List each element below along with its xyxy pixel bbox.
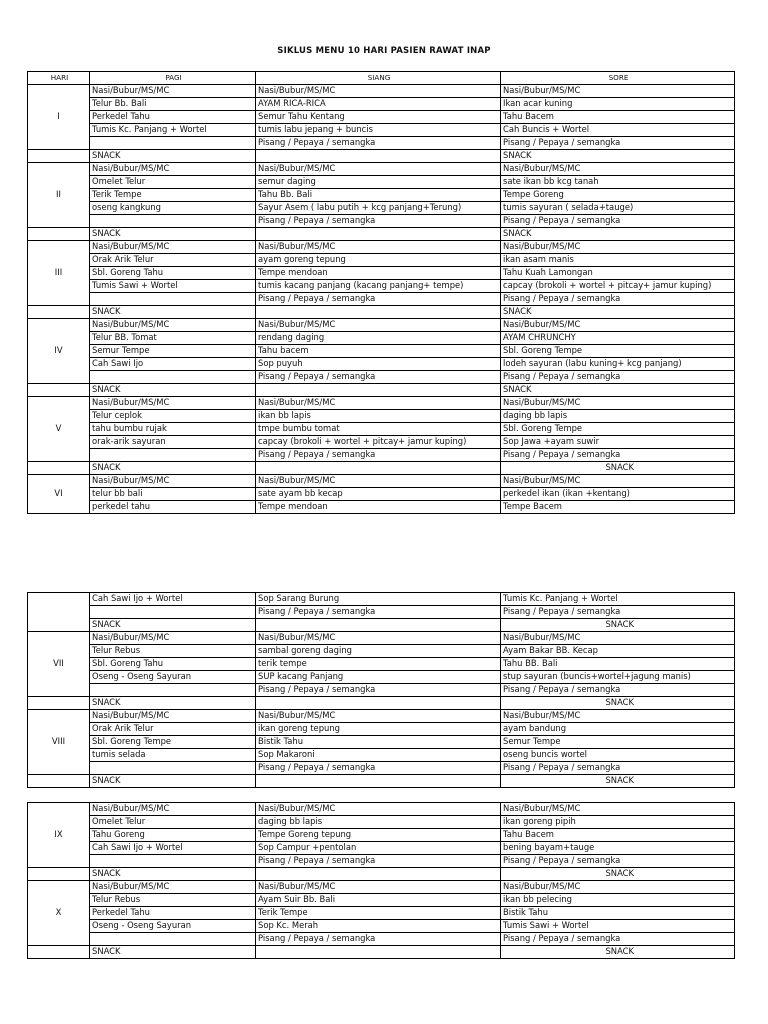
day-cell	[28, 228, 90, 241]
table-row	[28, 488, 735, 501]
siang-cell: SUP kacang Panjang	[256, 671, 501, 684]
pagi-cell: Nasi/Bubur/MS/MC	[90, 803, 256, 816]
table-row	[28, 920, 735, 933]
pagi-cell: Sbl. Goreng Tahu	[90, 658, 256, 671]
table-row	[28, 228, 735, 241]
pagi-cell: Omelet Telur	[90, 176, 256, 189]
siang-cell: Tahu Bb. Bali	[256, 189, 501, 202]
pagi-cell: SNACK	[90, 228, 256, 241]
table-row	[28, 423, 735, 436]
siang-cell: Pisang / Pepaya / semangka	[256, 449, 501, 462]
siang-cell: Sop puyuh	[256, 358, 501, 371]
pagi-cell	[90, 762, 256, 775]
sore-cell: Nasi/Bubur/MS/MC	[501, 803, 735, 816]
pagi-cell: tahu bumbu rujak	[90, 423, 256, 436]
table-row	[28, 762, 735, 775]
siang-cell: Nasi/Bubur/MS/MC	[256, 85, 501, 98]
pagi-cell	[90, 137, 256, 150]
table-row	[28, 306, 735, 319]
siang-cell	[256, 946, 501, 959]
table-row	[28, 619, 735, 632]
sore-cell: Nasi/Bubur/MS/MC	[501, 319, 735, 332]
sore-cell: Nasi/Bubur/MS/MC	[501, 475, 735, 488]
sore-cell: SNACK	[501, 228, 735, 241]
siang-cell: Pisang / Pepaya / semangka	[256, 684, 501, 697]
siang-cell	[256, 384, 501, 397]
siang-cell: Pisang / Pepaya / semangka	[256, 293, 501, 306]
table-row	[28, 280, 735, 293]
day-cell: IX	[28, 803, 90, 868]
sore-cell: Nasi/Bubur/MS/MC	[501, 85, 735, 98]
siang-cell: ayam goreng tepung	[256, 254, 501, 267]
sore-cell: Nasi/Bubur/MS/MC	[501, 632, 735, 645]
pagi-cell: telur bb bali	[90, 488, 256, 501]
sore-cell: perkedel ikan (ikan +kentang)	[501, 488, 735, 501]
pagi-cell: Cah Sawi Ijo	[90, 358, 256, 371]
sore-cell: oseng buncis wortel	[501, 749, 735, 762]
table-row	[28, 345, 735, 358]
siang-cell: Tempe mendoan	[256, 501, 501, 514]
table-row	[28, 241, 735, 254]
sore-cell: Tahu Kuah Lamongan	[501, 267, 735, 280]
table-row	[28, 111, 735, 124]
day-cell: VIII	[28, 710, 90, 775]
table-row	[28, 736, 735, 749]
siang-cell: Semur Tahu Kentang	[256, 111, 501, 124]
siang-cell: Sayur Asem ( labu putih + kcg panjang+Terung)	[256, 202, 501, 215]
pagi-cell: Telur Rebus	[90, 645, 256, 658]
siang-cell: Sop Sarang Burung	[256, 593, 501, 606]
pagi-cell: Nasi/Bubur/MS/MC	[90, 85, 256, 98]
table-row	[28, 829, 735, 842]
siang-cell: Nasi/Bubur/MS/MC	[256, 710, 501, 723]
sore-cell: SNACK	[501, 306, 735, 319]
sore-cell: SNACK	[501, 946, 735, 959]
siang-cell: Terik Tempe	[256, 907, 501, 920]
sore-cell: Tahu Bacem	[501, 111, 735, 124]
page-title: SIKLUS MENU 10 HARI PASIEN RAWAT INAP	[277, 46, 491, 56]
sore-cell: Sop Jawa +ayam suwir	[501, 436, 735, 449]
table-row	[28, 632, 735, 645]
siang-cell	[256, 697, 501, 710]
siang-cell: ikan goreng tepung	[256, 723, 501, 736]
sore-cell: Pisang / Pepaya / semangka	[501, 855, 735, 868]
sore-cell: Nasi/Bubur/MS/MC	[501, 241, 735, 254]
siang-cell	[256, 619, 501, 632]
pagi-cell: Nasi/Bubur/MS/MC	[90, 319, 256, 332]
sore-cell: capcay (brokoli + wortel + pitcay+ jamur kuping)	[501, 280, 735, 293]
table-header-row	[28, 72, 735, 85]
pagi-cell	[90, 371, 256, 384]
day-cell: III	[28, 241, 90, 306]
pagi-cell	[90, 684, 256, 697]
sore-cell: Pisang / Pepaya / semangka	[501, 371, 735, 384]
pagi-cell: Sbl. Goreng Tahu	[90, 267, 256, 280]
sore-cell: bening bayam+tauge	[501, 842, 735, 855]
table-row	[28, 475, 735, 488]
menu-table-part-3	[27, 802, 735, 959]
table-row	[28, 319, 735, 332]
sore-cell: Pisang / Pepaya / semangka	[501, 137, 735, 150]
pagi-cell: Semur Tempe	[90, 345, 256, 358]
sore-cell: Pisang / Pepaya / semangka	[501, 449, 735, 462]
table-row	[28, 855, 735, 868]
pagi-cell: Telur Rebus	[90, 894, 256, 907]
sore-cell: Nasi/Bubur/MS/MC	[501, 163, 735, 176]
siang-cell: Pisang / Pepaya / semangka	[256, 215, 501, 228]
table-row	[28, 933, 735, 946]
siang-cell: Nasi/Bubur/MS/MC	[256, 881, 501, 894]
table-row	[28, 293, 735, 306]
table-row	[28, 723, 735, 736]
day-cell: I	[28, 85, 90, 150]
sore-cell: Ikan acar kuning	[501, 98, 735, 111]
table-row	[28, 85, 735, 98]
siang-cell: Pisang / Pepaya / semangka	[256, 606, 501, 619]
pagi-cell: Perkedel Tahu	[90, 111, 256, 124]
sore-cell: ikan goreng pipih	[501, 816, 735, 829]
sore-cell: Sbl. Goreng Tempe	[501, 423, 735, 436]
pagi-cell	[90, 933, 256, 946]
sore-cell: daging bb lapis	[501, 410, 735, 423]
day-cell	[28, 593, 90, 632]
menu-table-part-2	[27, 592, 735, 788]
table-row	[28, 410, 735, 423]
siang-cell	[256, 868, 501, 881]
sore-cell: Cah Buncis + Wortel	[501, 124, 735, 137]
pagi-cell: SNACK	[90, 775, 256, 788]
siang-cell	[256, 228, 501, 241]
sore-cell: Nasi/Bubur/MS/MC	[501, 710, 735, 723]
day-cell: X	[28, 881, 90, 946]
sore-cell: Tahu BB. Bali	[501, 658, 735, 671]
pagi-cell: Orak Arik Telur	[90, 254, 256, 267]
siang-cell: sate ayam bb kecap	[256, 488, 501, 501]
table-row	[28, 436, 735, 449]
pagi-cell: SNACK	[90, 619, 256, 632]
sore-cell: Tumis Kc. Panjang + Wortel	[501, 593, 735, 606]
pagi-cell: SNACK	[90, 946, 256, 959]
table-row	[28, 358, 735, 371]
header-pagi: PAGI	[90, 72, 256, 85]
table-row	[28, 710, 735, 723]
sore-cell: Tumis Sawi + Wortel	[501, 920, 735, 933]
pagi-cell: Telur ceplok	[90, 410, 256, 423]
siang-cell: Tahu bacem	[256, 345, 501, 358]
siang-cell: Bistik Tahu	[256, 736, 501, 749]
table-row	[28, 803, 735, 816]
siang-cell: Tempe Goreng tepung	[256, 829, 501, 842]
siang-cell: Ayam Suir Bb. Bali	[256, 894, 501, 907]
siang-cell: Nasi/Bubur/MS/MC	[256, 632, 501, 645]
day-cell	[28, 462, 90, 475]
sore-cell: Tahu Bacem	[501, 829, 735, 842]
pagi-cell: Orak Arik Telur	[90, 723, 256, 736]
day-cell: VII	[28, 632, 90, 697]
table-row	[28, 684, 735, 697]
table-row	[28, 894, 735, 907]
pagi-cell: Oseng - Oseng Sayuran	[90, 671, 256, 684]
siang-cell	[256, 775, 501, 788]
table-row	[28, 606, 735, 619]
sore-cell: SNACK	[501, 868, 735, 881]
day-cell	[28, 150, 90, 163]
siang-cell: rendang daging	[256, 332, 501, 345]
table-row	[28, 645, 735, 658]
siang-cell: Sop Makaroni	[256, 749, 501, 762]
sore-cell: SNACK	[501, 150, 735, 163]
sore-cell: Tempe Bacem	[501, 501, 735, 514]
siang-cell: Nasi/Bubur/MS/MC	[256, 475, 501, 488]
siang-cell: Nasi/Bubur/MS/MC	[256, 163, 501, 176]
sore-cell: Pisang / Pepaya / semangka	[501, 215, 735, 228]
sore-cell: Sbl. Goreng Tempe	[501, 345, 735, 358]
table-row	[28, 775, 735, 788]
sore-cell: Pisang / Pepaya / semangka	[501, 606, 735, 619]
table-row	[28, 462, 735, 475]
table-row	[28, 501, 735, 514]
sore-cell: ikan bb pelecing	[501, 894, 735, 907]
pagi-cell: SNACK	[90, 384, 256, 397]
table-row	[28, 593, 735, 606]
sore-cell: ayam bandung	[501, 723, 735, 736]
pagi-cell: SNACK	[90, 306, 256, 319]
table-row	[28, 842, 735, 855]
pagi-cell: orak-arik sayuran	[90, 436, 256, 449]
sore-cell: stup sayuran (buncis+wortel+jagung manis)	[501, 671, 735, 684]
pagi-cell: Tumis Sawi + Wortel	[90, 280, 256, 293]
pagi-cell: oseng kangkung	[90, 202, 256, 215]
siang-cell: Nasi/Bubur/MS/MC	[256, 241, 501, 254]
pagi-cell	[90, 606, 256, 619]
day-cell	[28, 946, 90, 959]
sore-cell: sate ikan bb kcg tanah	[501, 176, 735, 189]
sore-cell: Semur Tempe	[501, 736, 735, 749]
day-cell: IV	[28, 319, 90, 384]
pagi-cell: Cah Sawi Ijo + Wortel	[90, 593, 256, 606]
sore-cell: ikan asam manis	[501, 254, 735, 267]
sore-cell: SNACK	[501, 775, 735, 788]
siang-cell	[256, 462, 501, 475]
pagi-cell: SNACK	[90, 868, 256, 881]
siang-cell: Pisang / Pepaya / semangka	[256, 137, 501, 150]
menu-table-part-1	[27, 71, 735, 514]
pagi-cell: Nasi/Bubur/MS/MC	[90, 397, 256, 410]
sore-cell: Nasi/Bubur/MS/MC	[501, 881, 735, 894]
table-row	[28, 215, 735, 228]
pagi-cell: Cah Sawi Ijo + Wortel	[90, 842, 256, 855]
pagi-cell: Nasi/Bubur/MS/MC	[90, 241, 256, 254]
table-row	[28, 881, 735, 894]
siang-cell: terik tempe	[256, 658, 501, 671]
header-siang: SIANG	[256, 72, 501, 85]
siang-cell: tumis labu jepang + buncis	[256, 124, 501, 137]
siang-cell	[256, 306, 501, 319]
siang-cell: semur daging	[256, 176, 501, 189]
pagi-cell: Nasi/Bubur/MS/MC	[90, 475, 256, 488]
table-row	[28, 658, 735, 671]
table-row	[28, 254, 735, 267]
sore-cell: SNACK	[501, 384, 735, 397]
pagi-cell: Terik Tempe	[90, 189, 256, 202]
day-cell: II	[28, 163, 90, 228]
table-row	[28, 671, 735, 684]
table-row	[28, 267, 735, 280]
pagi-cell: Nasi/Bubur/MS/MC	[90, 632, 256, 645]
siang-cell: Pisang / Pepaya / semangka	[256, 371, 501, 384]
pagi-cell: Omelet Telur	[90, 816, 256, 829]
siang-cell: AYAM RICA-RICA	[256, 98, 501, 111]
table-row	[28, 371, 735, 384]
header-hari: HARI	[28, 72, 90, 85]
header-sore: SORE	[501, 72, 735, 85]
pagi-cell: Tumis Kc. Panjang + Wortel	[90, 124, 256, 137]
siang-cell: Nasi/Bubur/MS/MC	[256, 319, 501, 332]
day-cell	[28, 306, 90, 319]
siang-cell: Pisang / Pepaya / semangka	[256, 855, 501, 868]
day-cell: VI	[28, 475, 90, 514]
siang-cell: daging bb lapis	[256, 816, 501, 829]
table-row	[28, 816, 735, 829]
pagi-cell: Tahu Goreng	[90, 829, 256, 842]
pagi-cell: Nasi/Bubur/MS/MC	[90, 163, 256, 176]
table-row	[28, 449, 735, 462]
table-row	[28, 137, 735, 150]
pagi-cell: SNACK	[90, 697, 256, 710]
siang-cell	[256, 150, 501, 163]
sore-cell: tumis sayuran ( selada+tauge)	[501, 202, 735, 215]
table-row	[28, 332, 735, 345]
table-row	[28, 946, 735, 959]
pagi-cell	[90, 449, 256, 462]
sore-cell: Nasi/Bubur/MS/MC	[501, 397, 735, 410]
siang-cell: Sop Kc. Merah	[256, 920, 501, 933]
table-row	[28, 384, 735, 397]
siang-cell: ikan bb lapis	[256, 410, 501, 423]
siang-cell: Tempe mendoan	[256, 267, 501, 280]
sore-cell: Pisang / Pepaya / semangka	[501, 293, 735, 306]
sore-cell: Tempe Goreng	[501, 189, 735, 202]
pagi-cell: Nasi/Bubur/MS/MC	[90, 710, 256, 723]
siang-cell: Sop Campur +pentolan	[256, 842, 501, 855]
table-row	[28, 176, 735, 189]
day-cell	[28, 868, 90, 881]
table-row	[28, 202, 735, 215]
table-row	[28, 907, 735, 920]
pagi-cell: SNACK	[90, 462, 256, 475]
table-row	[28, 98, 735, 111]
table-row	[28, 697, 735, 710]
sore-cell: SNACK	[501, 697, 735, 710]
table-row	[28, 397, 735, 410]
pagi-cell: Sbl. Goreng Tempe	[90, 736, 256, 749]
pagi-cell: SNACK	[90, 150, 256, 163]
siang-cell: Pisang / Pepaya / semangka	[256, 762, 501, 775]
siang-cell: Pisang / Pepaya / semangka	[256, 933, 501, 946]
pagi-cell	[90, 855, 256, 868]
table-row	[28, 189, 735, 202]
table-row	[28, 163, 735, 176]
pagi-cell: tumis selada	[90, 749, 256, 762]
pagi-cell: Telur Bb. Bali	[90, 98, 256, 111]
pagi-cell: Nasi/Bubur/MS/MC	[90, 881, 256, 894]
day-cell	[28, 775, 90, 788]
sore-cell: SNACK	[501, 462, 735, 475]
pagi-cell: Oseng - Oseng Sayuran	[90, 920, 256, 933]
sore-cell: Ayam Bakar BB. Kecap	[501, 645, 735, 658]
sore-cell: Pisang / Pepaya / semangka	[501, 762, 735, 775]
sore-cell: AYAM CHRUNCHY	[501, 332, 735, 345]
siang-cell: capcay (brokoli + wortel + pitcay+ jamur kuping)	[256, 436, 501, 449]
table-row	[28, 749, 735, 762]
day-cell	[28, 697, 90, 710]
pagi-cell	[90, 293, 256, 306]
day-cell: V	[28, 397, 90, 462]
pagi-cell: perkedel tahu	[90, 501, 256, 514]
day-cell	[28, 384, 90, 397]
table-row	[28, 868, 735, 881]
table-row	[28, 124, 735, 137]
sore-cell: SNACK	[501, 619, 735, 632]
sore-cell: lodeh sayuran (labu kuning+ kcg panjang)	[501, 358, 735, 371]
pagi-cell	[90, 215, 256, 228]
siang-cell: Nasi/Bubur/MS/MC	[256, 397, 501, 410]
sore-cell: Pisang / Pepaya / semangka	[501, 933, 735, 946]
table-row	[28, 150, 735, 163]
pagi-cell: Perkedel Tahu	[90, 907, 256, 920]
siang-cell: Nasi/Bubur/MS/MC	[256, 803, 501, 816]
sore-cell: Pisang / Pepaya / semangka	[501, 684, 735, 697]
siang-cell: tumis kacang panjang (kacang panjang+ tempe)	[256, 280, 501, 293]
siang-cell: tmpe bumbu tomat	[256, 423, 501, 436]
siang-cell: sambal goreng daging	[256, 645, 501, 658]
sore-cell: Bistik Tahu	[501, 907, 735, 920]
pagi-cell: Telur BB. Tomat	[90, 332, 256, 345]
